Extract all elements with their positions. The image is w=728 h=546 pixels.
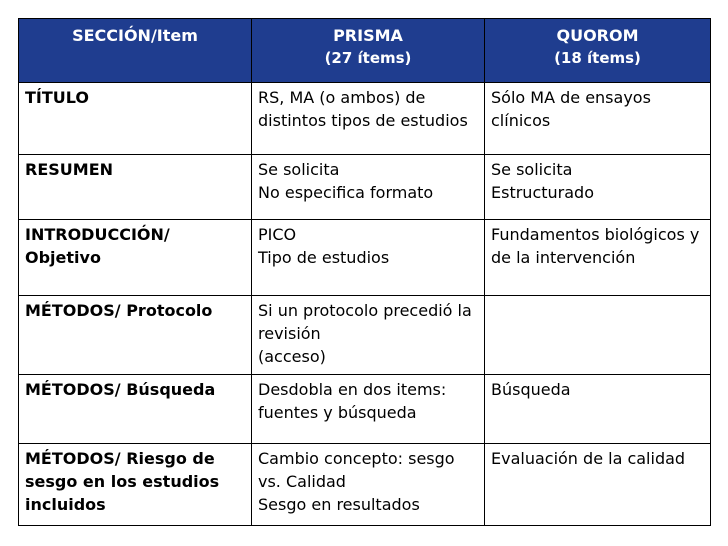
- cell-text: PICO: [258, 224, 297, 244]
- quorom-cell: [485, 154, 711, 219]
- table-row: [19, 154, 711, 219]
- header-quorom-count: (18 ítems): [554, 49, 641, 67]
- header-row: [19, 19, 711, 83]
- header-section: SECCIÓN/Item: [19, 19, 252, 83]
- row-label-text: Objetivo: [25, 247, 101, 267]
- prisma-cell: [252, 295, 485, 374]
- row-label: [19, 83, 252, 155]
- cell-text: Si un protocolo precedió la revisión: [258, 300, 472, 343]
- cell-text: Sesgo en resultados: [258, 494, 420, 514]
- cell-text: Se solicita: [258, 159, 340, 179]
- header-prisma-count: (27 ítems): [324, 49, 412, 67]
- header-quorom-title: QUOROM: [556, 26, 639, 45]
- row-label-text: MÉTODOS/ Riesgo de sesgo en los estudios incluidos: [25, 448, 220, 514]
- row-label: [19, 154, 252, 219]
- row-label: [19, 443, 252, 525]
- row-label-text: MÉTODOS/: [25, 300, 121, 320]
- row-label-text: TÍTULO: [25, 88, 89, 107]
- cell-text: RS, MA (o ambos) de distintos tipos de estudios: [258, 88, 468, 130]
- table-row: [19, 374, 711, 443]
- comparison-table: [18, 18, 711, 526]
- table-row: [19, 443, 711, 525]
- cell-text: Fundamentos biológicos y de la intervención: [491, 224, 700, 267]
- cell-text: Sólo MA de ensayos clínicos: [491, 88, 651, 130]
- header-prisma-title: PRISMA: [333, 26, 403, 45]
- cell-text: Cambio concepto: sesgo vs. Calidad: [258, 448, 455, 491]
- cell-text: Tipo de estudios: [258, 247, 390, 267]
- quorom-cell: [485, 295, 711, 374]
- quorom-cell: [485, 219, 711, 295]
- quorom-cell: [485, 83, 711, 155]
- prisma-cell: [252, 219, 485, 295]
- table-row: [19, 219, 711, 295]
- row-label-text: MÉTODOS/: [25, 379, 121, 399]
- row-label: [19, 374, 252, 443]
- prisma-cell: [252, 154, 485, 219]
- cell-text: Estructurado: [491, 182, 594, 202]
- row-label: [19, 219, 252, 295]
- prisma-cell: [252, 443, 485, 525]
- cell-text: Evaluación de la calidad: [491, 448, 686, 468]
- prisma-cell: [252, 83, 485, 155]
- row-label-text: RESUMEN: [25, 159, 114, 179]
- table-row: [19, 83, 711, 155]
- row-label: [19, 295, 252, 374]
- cell-text: Se solicita: [491, 159, 573, 179]
- row-label-text: Protocolo: [126, 300, 213, 320]
- header-quorom: [485, 19, 711, 83]
- prisma-cell: [252, 374, 485, 443]
- header-prisma: [252, 19, 485, 83]
- table-row: [19, 295, 711, 374]
- row-label-text: Búsqueda: [126, 379, 216, 399]
- cell-text: Desdobla en dos items: fuentes y búsqueda: [258, 379, 447, 422]
- row-label-text: INTRODUCCIÓN/: [25, 224, 170, 244]
- quorom-cell: [485, 443, 711, 525]
- quorom-cell: [485, 374, 711, 443]
- cell-text: (acceso): [258, 346, 326, 366]
- cell-text: Búsqueda: [491, 379, 571, 399]
- cell-text: No especifica formato: [258, 182, 434, 202]
